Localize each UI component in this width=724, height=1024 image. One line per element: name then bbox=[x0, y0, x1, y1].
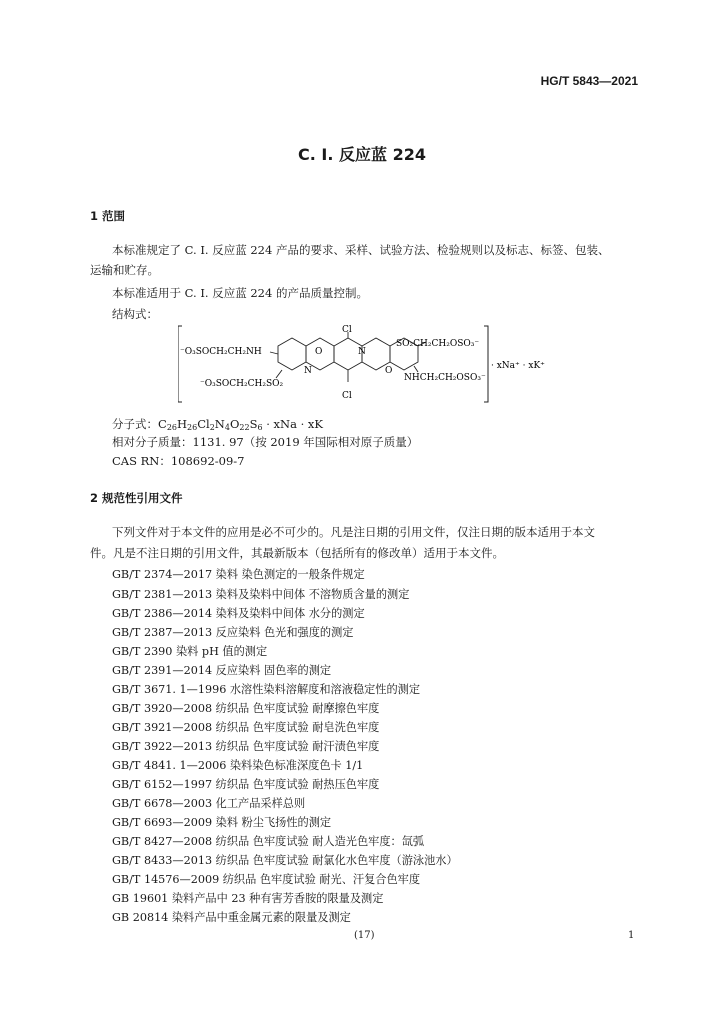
molecular-mass: 相对分子质量：1131. 97（按 2019 年国际相对原子质量） bbox=[112, 435, 419, 449]
standard-number: HG/T 5843—2021 bbox=[540, 74, 638, 88]
document-title: C. I. 反应蓝 224 bbox=[298, 145, 426, 164]
scope-paragraph-line-1: 本标准规定了 C. I. 反应蓝 224 产品的要求、采样、试验方法、检验规则以及标志、标签、包装、 bbox=[112, 243, 610, 257]
reference-item: GB/T 8433—2013 纺织品 色牢度试验 耐氯化水色牢度（游泳池水） bbox=[112, 854, 458, 867]
reference-item: GB/T 8427—2008 纺织品 色牢度试验 耐人造光色牢度：氙弧 bbox=[112, 835, 425, 848]
ring-oxygen-1: O bbox=[315, 347, 323, 357]
molecular-formula: 分子式：$C_{26}H_{26}Cl_2N_4O_{22}S_6$ · xNa · xK bbox=[112, 417, 323, 432]
left-bracket bbox=[178, 326, 182, 402]
ring-nitrogen-2: N bbox=[304, 366, 312, 376]
ring-oxygen-2: O bbox=[385, 366, 393, 376]
chlorine-top: Cl bbox=[342, 325, 352, 335]
section-1-heading: 1 范围 bbox=[90, 209, 126, 223]
right-group-1: SO₂CH₂CH₂OSO₃⁻ bbox=[396, 339, 480, 349]
reference-item: GB/T 2387—2013 反应染料 色光和强度的测定 bbox=[112, 626, 354, 639]
reference-item: GB/T 6678—2003 化工产品采样总则 bbox=[112, 797, 306, 810]
left-group-1: ⁻O₃SOCH₂CH₂NH bbox=[180, 347, 262, 357]
reference-item: GB/T 2381—2013 染料及染料中间体 不溶物质含量的测定 bbox=[112, 588, 410, 601]
reference-item: GB/T 2386—2014 染料及染料中间体 水分的测定 bbox=[112, 607, 365, 620]
reference-item: GB/T 2374—2017 染料 染色测定的一般条件规定 bbox=[112, 568, 365, 581]
reference-item: GB/T 3921—2008 纺织品 色牢度试验 耐皂洗色牢度 bbox=[112, 721, 380, 734]
section-2-heading: 2 规范性引用文件 bbox=[90, 491, 183, 505]
reference-item: GB/T 6693—2009 染料 粉尘飞扬性的测定 bbox=[112, 816, 332, 829]
scope-paragraph-line-2: 运输和贮存。 bbox=[90, 263, 159, 277]
reference-item: GB/T 3671. 1—1996 水溶性染料溶解度和溶液稳定性的测定 bbox=[112, 683, 421, 696]
right-bracket bbox=[484, 326, 488, 402]
reference-item: GB/T 3922—2013 纺织品 色牢度试验 耐汗渍色牢度 bbox=[112, 740, 380, 753]
structure-label: 结构式： bbox=[112, 307, 158, 321]
reference-item: GB 19601 染料产品中 23 种有害芳香胺的限量及测定 bbox=[112, 892, 384, 905]
chlorine-bottom: Cl bbox=[342, 391, 352, 401]
ring-nitrogen-1: N bbox=[358, 347, 366, 357]
structural-formula bbox=[178, 324, 578, 406]
cas-number: CAS RN：108692-09-7 bbox=[112, 454, 245, 468]
normative-intro-line-1: 下列文件对于本文件的应用是必不可少的。凡是注日期的引用文件，仅注日期的版本适用于本文 bbox=[112, 525, 595, 539]
reference-item: GB/T 14576—2009 纺织品 色牢度试验 耐光、汗复合色牢度 bbox=[112, 873, 421, 886]
reference-item: GB/T 2391—2014 反应染料 固色率的测定 bbox=[112, 664, 332, 677]
counter-ions: · xNa⁺ · xK⁺ bbox=[491, 361, 545, 371]
scope-paragraph-2: 本标准适用于 C. I. 反应蓝 224 的产品质量控制。 bbox=[112, 286, 368, 300]
page-number: 1 bbox=[628, 930, 635, 941]
footer-center-number: (17) bbox=[354, 930, 375, 941]
reference-item: GB/T 2390 染料 pH 值的测定 bbox=[112, 645, 268, 658]
reference-item: GB 20814 染料产品中重金属元素的限量及测定 bbox=[112, 911, 351, 924]
normative-intro-line-2: 件。凡是不注日期的引用文件，其最新版本（包括所有的修改单）适用于本文件。 bbox=[90, 546, 504, 560]
reference-item: GB/T 3920—2008 纺织品 色牢度试验 耐摩擦色牢度 bbox=[112, 702, 380, 715]
left-group-2: ⁻O₃SOCH₂CH₂SO₂ bbox=[200, 379, 284, 389]
reference-item: GB/T 6152—1997 纺织品 色牢度试验 耐热压色牢度 bbox=[112, 778, 380, 791]
right-group-2: NHCH₂CH₂OSO₃⁻ bbox=[404, 373, 486, 383]
reference-item: GB/T 4841. 1—2006 染料染色标准深度色卡 1/1 bbox=[112, 759, 364, 772]
